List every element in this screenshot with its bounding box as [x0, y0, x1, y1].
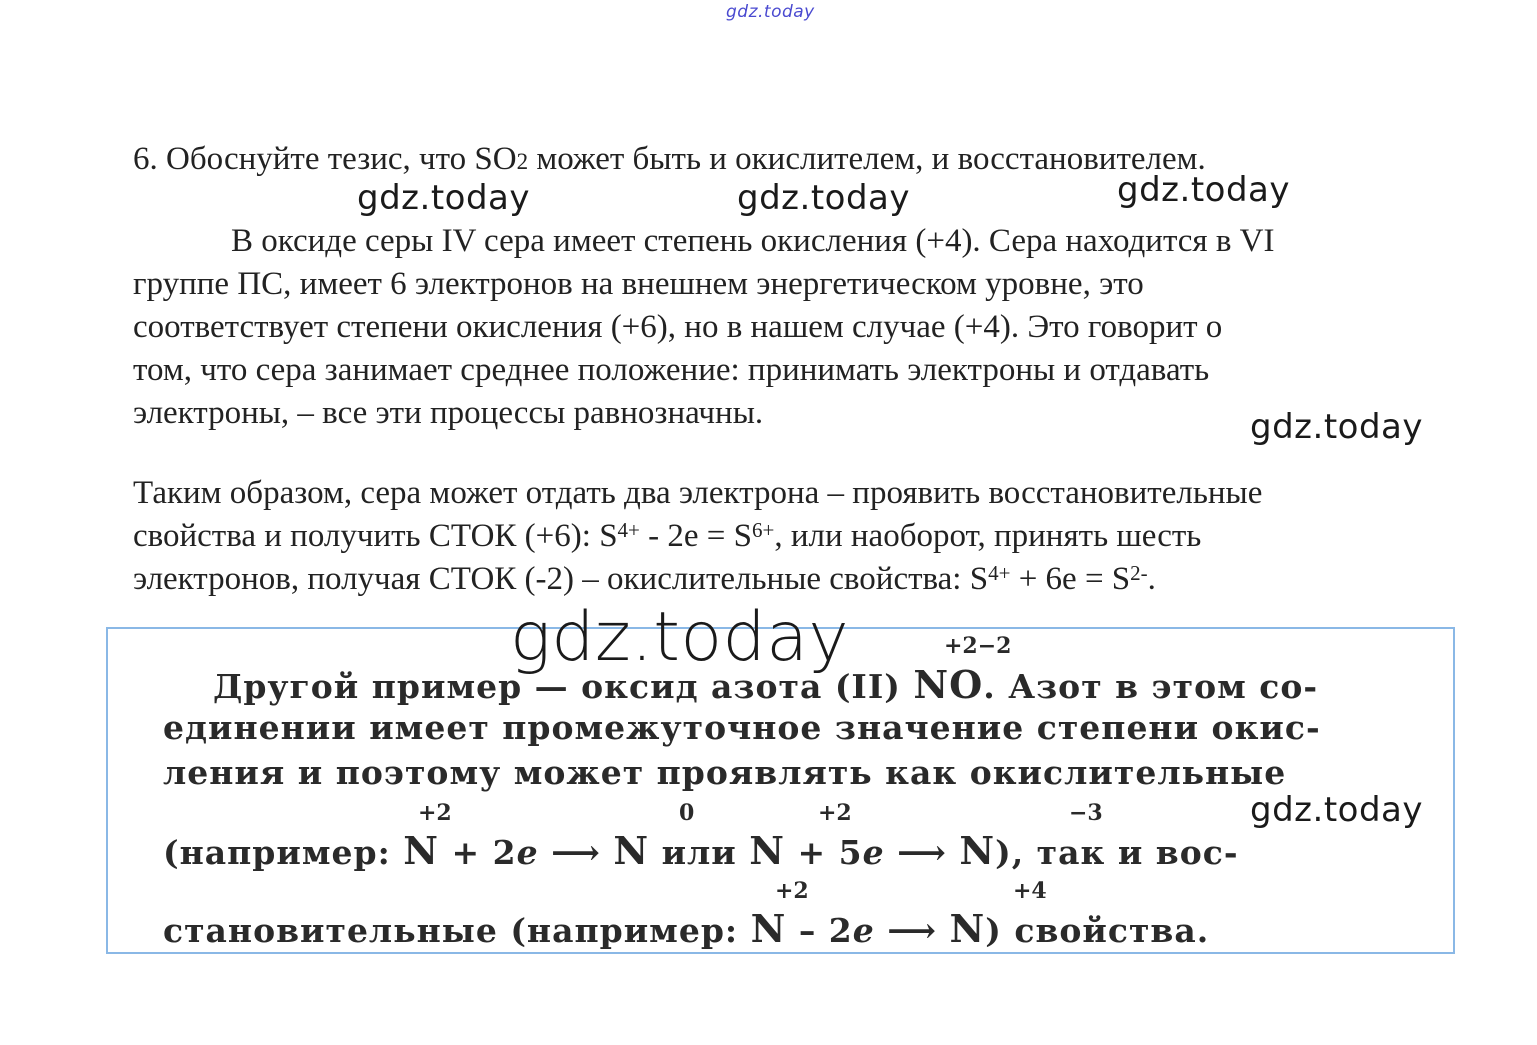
text-line: В оксиде серы IV сера имеет степень окисления (+4). Сера находится в VI: [231, 223, 1275, 259]
text-line: соответствует степени окисления (+6), но в нашем случае (+4). Это говорит о: [133, 309, 1223, 345]
watermark: gdz.today: [1250, 407, 1423, 447]
oxidation-state: 0: [679, 800, 695, 826]
watermark: gdz.today: [357, 178, 530, 218]
book-line-3: ления и поэтому может проявлять как окислительные: [163, 753, 1287, 792]
book-line-2: единении имеет промежуточное значение степени окис-: [163, 708, 1321, 747]
arrow-icon: ⟶: [887, 911, 938, 951]
text-line: группе ПС, имеет 6 электронов на внешнем энергетическом уровне, это: [133, 266, 1144, 302]
oxidation-state: +2: [418, 800, 452, 826]
text-line: Таким образом, сера может отдать два электрона – проявить восстановительные: [133, 475, 1263, 511]
book-line-5: становительные (например: N – 2e ⟶ N) свойства.: [163, 906, 1210, 951]
book-line-4: (например: N + 2e ⟶ N или N + 5e ⟶ N), так и вос-: [163, 828, 1239, 873]
watermark: gdz.today: [1250, 790, 1423, 830]
arrow-icon: ⟶: [551, 833, 601, 873]
watermark: gdz.today: [737, 178, 910, 218]
book-line-1: Другой пример — оксид азота (II) NO. Азот в этом со-: [213, 662, 1319, 707]
oxidation-state: +2: [775, 878, 809, 904]
oxidation-state: +2−2: [944, 633, 1012, 659]
oxidation-state: +4: [1013, 878, 1047, 904]
text-line: электронов, получая СТОК (-2) – окислительные свойства: $S^{4+} + 6e = S^{2-}$.: [133, 561, 1156, 597]
watermark: gdz.today: [1117, 170, 1290, 210]
arrow-icon: ⟶: [897, 833, 947, 873]
question-heading: 6. Обоснуйте тезис, что $SO_2$ может быть и окислителем, и восстановителем.: [133, 141, 1206, 177]
watermark-large: gdz.today: [510, 598, 850, 677]
text-line: свойства и получить СТОК (+6): $S^{4+} - 2e = S^{6+}$, или наоборот, принять шесть: [133, 518, 1202, 554]
watermark-top: gdz.today: [726, 2, 815, 22]
text-line: электроны, – все эти процессы равнозначны.: [133, 395, 764, 431]
oxidation-state: −3: [1069, 800, 1103, 826]
text-line: том, что сера занимает среднее положение: принимать электроны и отдавать: [133, 352, 1210, 388]
oxidation-state: +2: [818, 800, 852, 826]
no-formula: NO: [913, 662, 984, 707]
